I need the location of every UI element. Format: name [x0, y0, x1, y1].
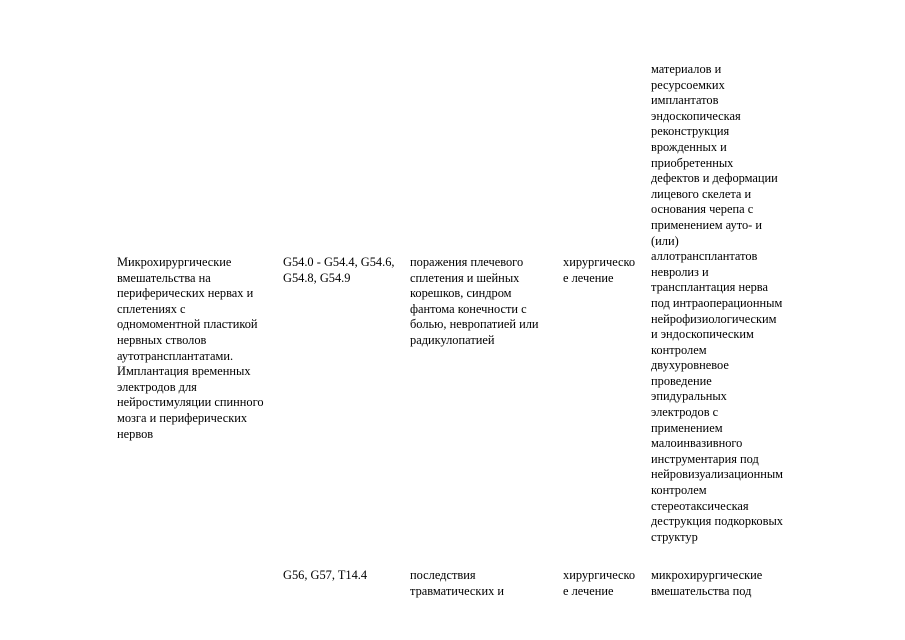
text-line: последствия	[410, 568, 476, 582]
text-line: двухуровневое	[651, 358, 729, 373]
text-line: нервных стволов	[117, 332, 207, 347]
text-line: и эндоскопическим	[651, 327, 754, 342]
text-line: реконструкция	[651, 124, 730, 139]
text-line: электродов для	[117, 379, 197, 394]
text-line: дефектов и деформации	[651, 171, 778, 186]
text-line: врожденных и	[651, 139, 727, 154]
text-line: эпидуральных	[651, 389, 727, 404]
text-line: лицевого скелета и	[651, 186, 752, 201]
text-line: имплантатов	[651, 93, 719, 108]
text-line: нервов	[117, 426, 154, 441]
text-line: нейровизуализационным	[651, 467, 784, 482]
text-line: основания черепа с	[651, 202, 754, 217]
text-line: применением ауто- и	[651, 217, 762, 232]
text-line: вмешательства на	[117, 270, 211, 285]
text-line: нейростимуляции спинного	[117, 395, 264, 410]
text-line: аутотрансплантатами.	[117, 348, 234, 363]
text-line: поражения плечевого	[410, 255, 524, 269]
text-line: Микрохирургические	[117, 255, 232, 269]
text-line: G54.0 - G54.4, G54.6,	[283, 255, 395, 269]
text-line: корешков, синдром	[410, 286, 512, 301]
text-line: сплетения и шейных	[410, 270, 520, 285]
text-line: аллотрансплантатов	[651, 249, 758, 264]
text-line: сплетениях с	[117, 301, 186, 316]
text-line: G54.8, G54.9	[283, 270, 351, 285]
text-line: радикулопатией	[410, 332, 495, 347]
text-line: стереотаксическая	[651, 498, 749, 513]
text-line: е лечение	[563, 270, 614, 285]
text-line: Имплантация временных	[117, 364, 251, 379]
text-line: мозга и периферических	[117, 410, 248, 425]
text-line: нейрофизиологическим	[651, 311, 777, 326]
text-line: проведение	[651, 373, 712, 388]
row2-patient-model-cell	[410, 568, 504, 599]
text-line: трансплантация нерва	[651, 280, 768, 295]
text-line: хирургическо	[563, 255, 636, 269]
text-line: е лечение	[563, 583, 614, 598]
row1-intervention-name-cell	[117, 255, 264, 442]
row1-treatment-type-cell	[563, 255, 635, 286]
text-line: (или)	[651, 233, 679, 248]
row2-icd-codes-cell	[283, 568, 367, 584]
text-line: структур	[651, 529, 698, 544]
text-line: приобретенных	[651, 155, 734, 170]
text-line: одномоментной пластикой	[117, 317, 258, 332]
text-line: контролем	[651, 483, 707, 498]
row1-patient-model-cell	[410, 255, 539, 349]
text-line: периферических нервах и	[117, 286, 254, 301]
text-line: применением	[651, 420, 723, 435]
text-line: болью, невропатией или	[410, 317, 539, 332]
text-line: вмешательства под	[651, 583, 752, 598]
text-line: деструкция подкорковых	[651, 514, 783, 529]
row2-procedure-cell	[651, 568, 762, 599]
text-line: электродов с	[651, 405, 719, 420]
text-line: фантома конечности с	[410, 301, 527, 316]
text-line: контролем	[651, 342, 707, 357]
text-line: невролиз и	[651, 264, 709, 279]
text-line: травматических и	[410, 583, 504, 598]
text-line: G56, G57, T14.4	[283, 568, 368, 582]
row1-procedure-cell	[651, 62, 783, 545]
row2-treatment-type-cell	[563, 568, 635, 599]
row1-icd-codes-cell	[283, 255, 395, 286]
text-line: малоинвазивного	[651, 436, 743, 451]
text-line: под интраоперационным	[651, 295, 783, 310]
text-line: ресурсоемких	[651, 77, 725, 92]
text-line: материалов и	[651, 62, 722, 76]
text-line: инструментария под	[651, 451, 759, 466]
text-line: микрохирургические	[651, 568, 763, 582]
text-line: эндоскопическая	[651, 108, 741, 123]
text-line: хирургическо	[563, 568, 636, 582]
